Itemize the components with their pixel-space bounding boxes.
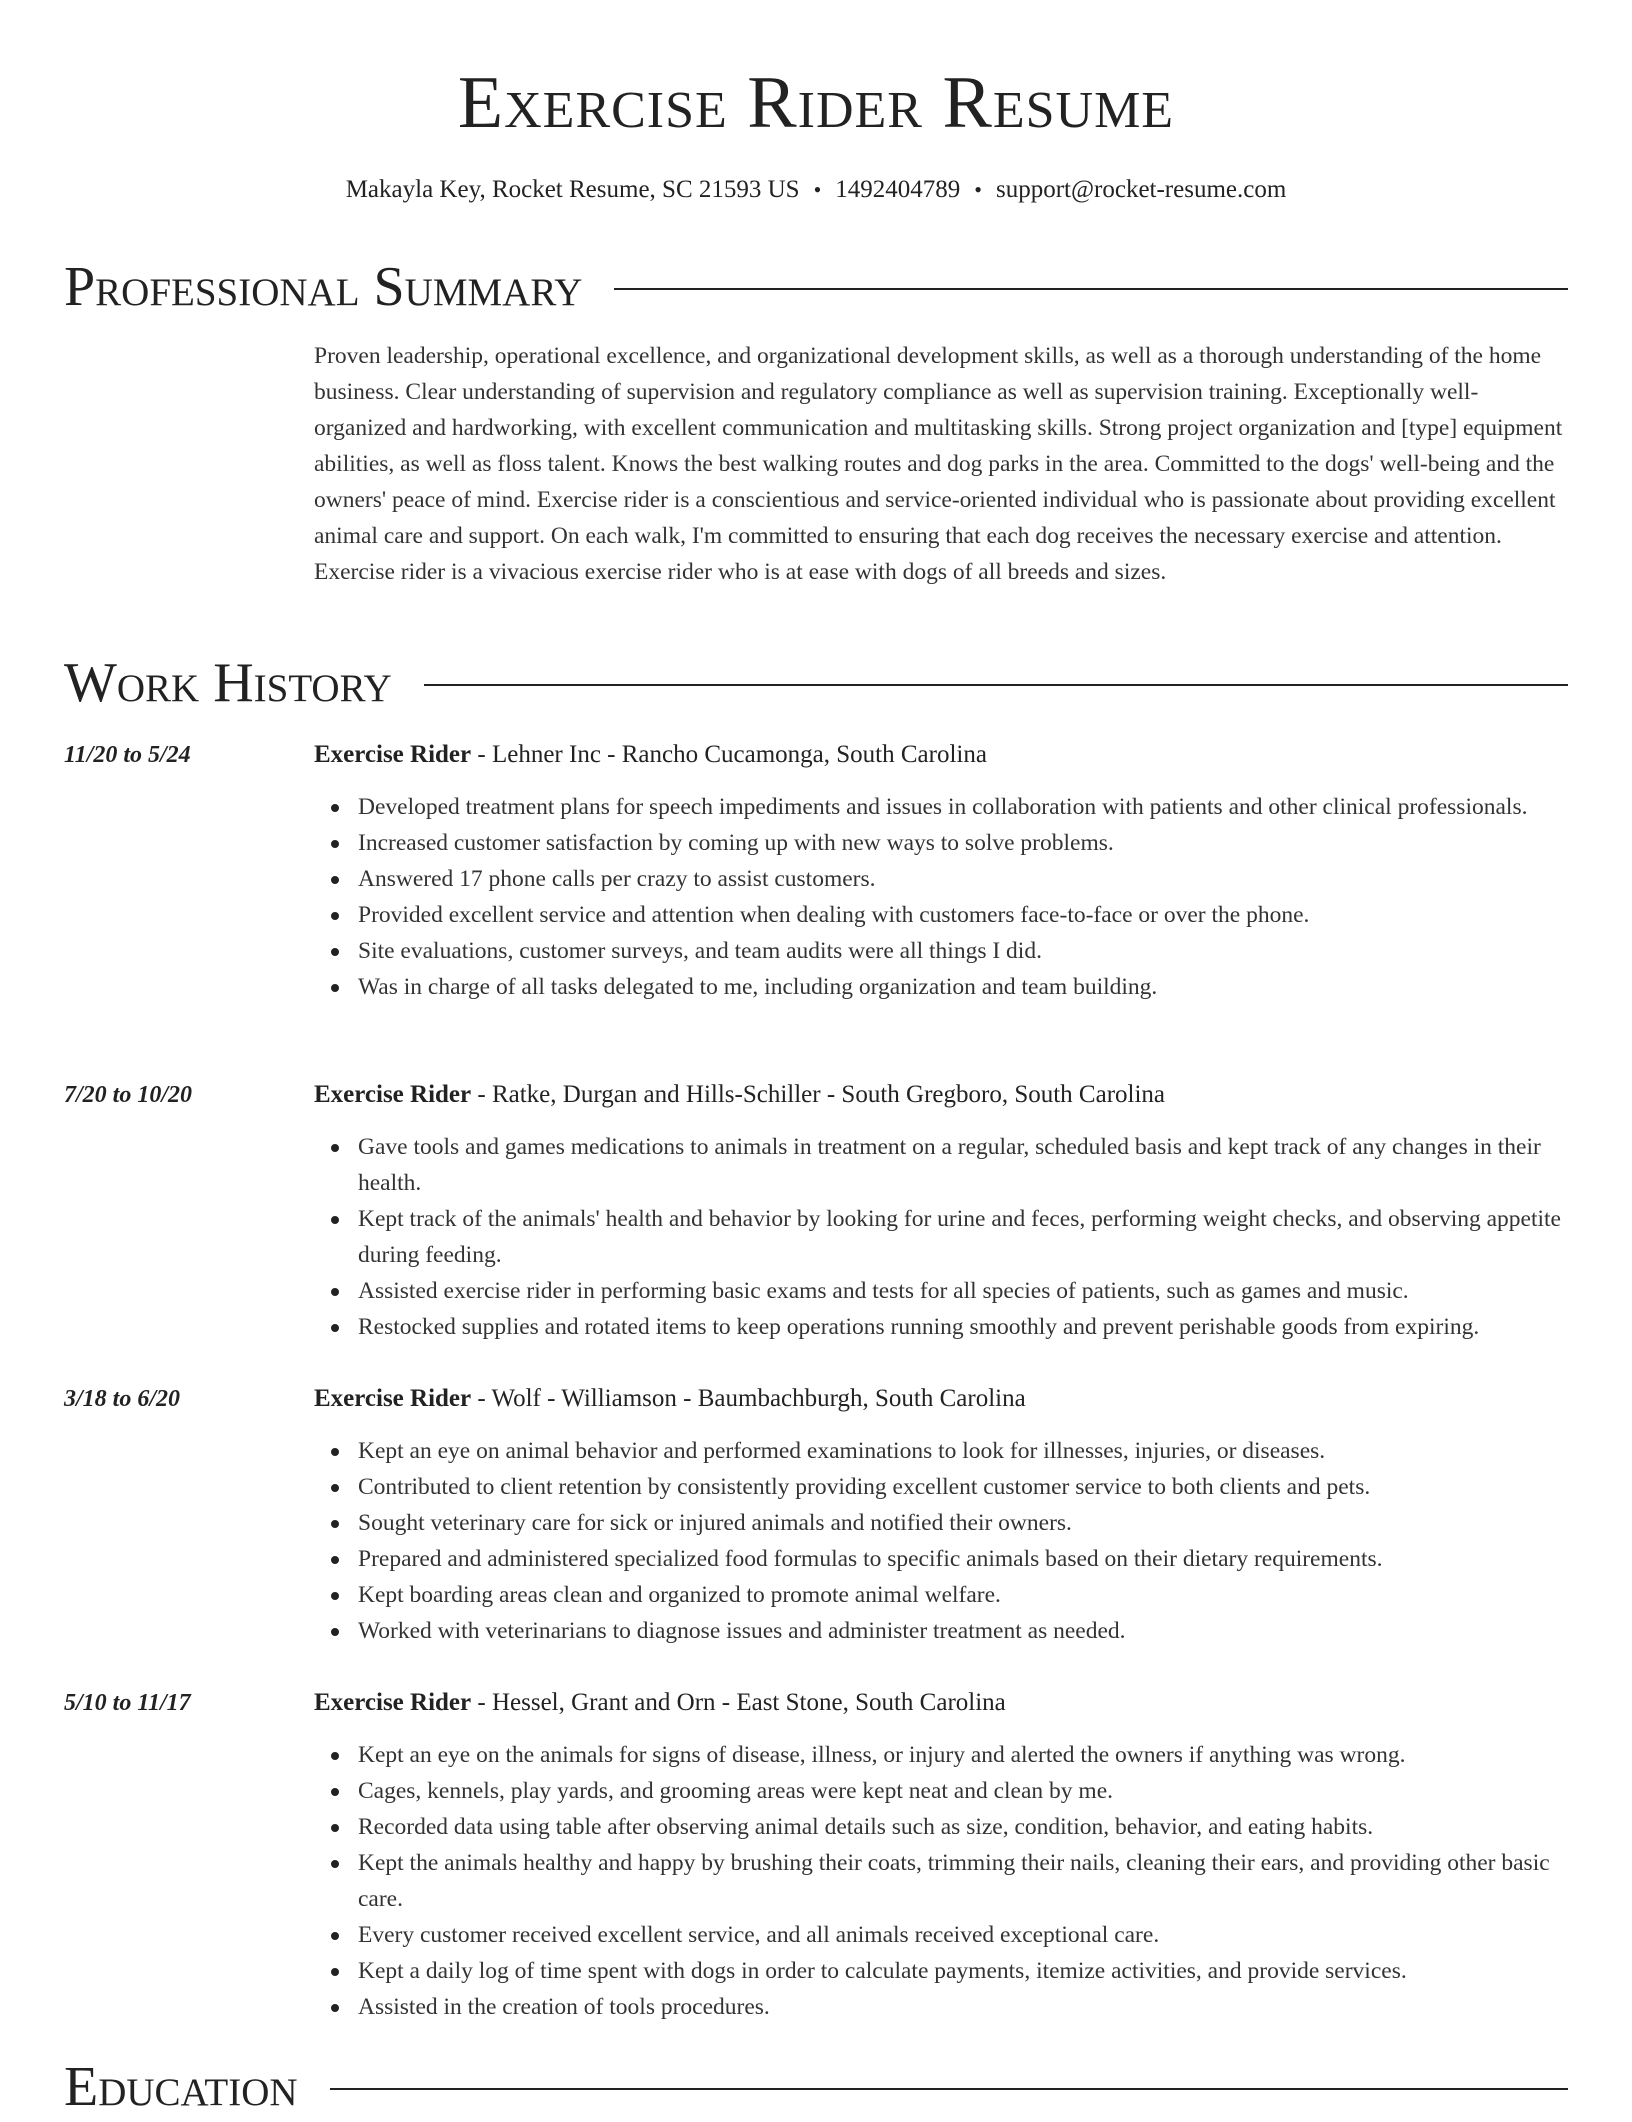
job-headline (314, 737, 1568, 773)
job-employer-location: - Hessel, Grant and Orn - East Stone, South Carolina (471, 1689, 1006, 1716)
job-duty-item: Site evaluations, customer surveys, and team audits were all things I did. (358, 933, 1568, 969)
job-duty-item: Was in charge of all tasks delegated to me, including organization and team building. (358, 969, 1568, 1005)
job-employer-location: - Ratke, Durgan and Hills-Schiller - South Gregboro, South Carolina (471, 1081, 1166, 1108)
job-duties-list (314, 1737, 1568, 2025)
job-dates: 11/20 to 5/24 (64, 742, 191, 768)
job-duty-item: Gave tools and games medications to animals in treatment on a regular, scheduled basis and kept track of any changes in their health. (358, 1129, 1568, 1201)
job-duty-item: Kept the animals healthy and happy by brushing their coats, trimming their nails, cleaning their ears, and providing other basic care. (358, 1845, 1568, 1917)
job-duty-item: Answered 17 phone calls per crazy to assist customers. (358, 861, 1568, 897)
job-duty-item: Kept an eye on animal behavior and performed examinations to look for illnesses, injuries, or diseases. (358, 1433, 1568, 1469)
job-duty-item: Kept track of the animals' health and behavior by looking for urine and feces, performing weight checks, and observing appetite during feeding. (358, 1201, 1568, 1273)
section-title: Work History (64, 652, 392, 714)
job-duty-item: Kept boarding areas clean and organized to promote animal welfare. (358, 1577, 1568, 1613)
job-duty-item: Assisted in the creation of tools procedures. (358, 1989, 1568, 2025)
contact-separator: • (974, 177, 982, 202)
job-duties-list (314, 1129, 1568, 1345)
job-title: Exercise Rider (314, 741, 472, 768)
job-title: Exercise Rider (314, 1689, 472, 1716)
job-employer-location: - Wolf - Williamson - Baumbachburgh, South Carolina (471, 1385, 1026, 1412)
job-dates: 3/18 to 6/20 (64, 1386, 181, 1412)
job-duty-item: Prepared and administered specialized food formulas to specific animals based on their dietary requirements. (358, 1541, 1568, 1577)
job-headline (314, 1685, 1568, 1721)
job-duty-item: Contributed to client retention by consistently providing excellent customer service to both clients and pets. (358, 1469, 1568, 1505)
job-duty-item: Cages, kennels, play yards, and grooming areas were kept neat and clean by me. (358, 1773, 1568, 1809)
section-divider (614, 288, 1568, 290)
job-duty-item: Kept a daily log of time spent with dogs in order to calculate payments, itemize activities, and provide services. (358, 1953, 1568, 1989)
job-duty-item: Worked with veterinarians to diagnose issues and administer treatment as needed. (358, 1613, 1568, 1649)
job-title: Exercise Rider (314, 1385, 472, 1412)
job-duty-item: Restocked supplies and rotated items to keep operations running smoothly and prevent perishable goods from expiring. (358, 1309, 1568, 1345)
job-duty-item: Provided excellent service and attention when dealing with customers face-to-face or over the phone. (358, 897, 1568, 933)
job-duty-item: Every customer received excellent service, and all animals received exceptional care. (358, 1917, 1568, 1953)
job-duty-item: Developed treatment plans for speech impediments and issues in collaboration with patients and other clinical professionals. (358, 789, 1568, 825)
section-divider (330, 2088, 1568, 2090)
job-duty-item: Recorded data using table after observing animal details such as size, condition, behavior, and eating habits. (358, 1809, 1568, 1845)
job-duty-item: Assisted exercise rider in performing basic exams and tests for all species of patients, such as games and music. (358, 1273, 1568, 1309)
job-dates: 5/10 to 11/17 (64, 1690, 191, 1716)
section-title: Professional Summary (64, 256, 583, 318)
section-heading-summary (64, 252, 1568, 322)
contact-line (0, 172, 1632, 208)
section-divider (424, 684, 1568, 686)
job-duty-item: Increased customer satisfaction by coming up with new ways to solve problems. (358, 825, 1568, 861)
section-heading-work-history (64, 648, 1568, 718)
contact-phone: 1492404789 (835, 176, 961, 203)
contact-separator: • (813, 177, 822, 202)
resume-title: Exercise Rider Resume (457, 62, 1175, 144)
section-title: Education (64, 2056, 298, 2118)
professional-summary-text: Proven leadership, operational excellence, and organizational development skills, as well as a thorough understanding of the home business. Clear understanding of supervision and regulatory compliance as well as supervision training. Exceptionally well-organized and hardworking, with excellent communication and multitasking skills. Strong project organization and [type] equipment abilities, as well as floss talent. Knows the best walking routes and dog parks in the area. Committed to the dogs' well-being and the owners' peace of mind. Exercise rider is a conscientious and service-oriented individual who is passionate about providing excellent animal care and support. On each walk, I'm committed to ensuring that each dog receives the necessary exercise and attention. Exercise rider is a vivacious exercise rider who is at ease with dogs of all breeds and sizes. (314, 343, 1563, 585)
job-duty-item: Kept an eye on the animals for signs of disease, illness, or injury and alerted the owners if anything was wrong. (358, 1737, 1568, 1773)
job-headline (314, 1381, 1568, 1417)
job-employer-location: - Lehner Inc - Rancho Cucamonga, South Carolina (471, 741, 987, 768)
contact-email: support@rocket-resume.com (996, 176, 1287, 203)
job-duties-list (314, 789, 1568, 1005)
contact-address: Makayla Key, Rocket Resume, SC 21593 US (345, 176, 800, 203)
job-duty-item: Sought veterinary care for sick or injured animals and notified their owners. (358, 1505, 1568, 1541)
job-title: Exercise Rider (314, 1081, 472, 1108)
job-duties-list (314, 1433, 1568, 1649)
job-dates: 7/20 to 10/20 (64, 1082, 193, 1108)
job-headline (314, 1077, 1568, 1113)
